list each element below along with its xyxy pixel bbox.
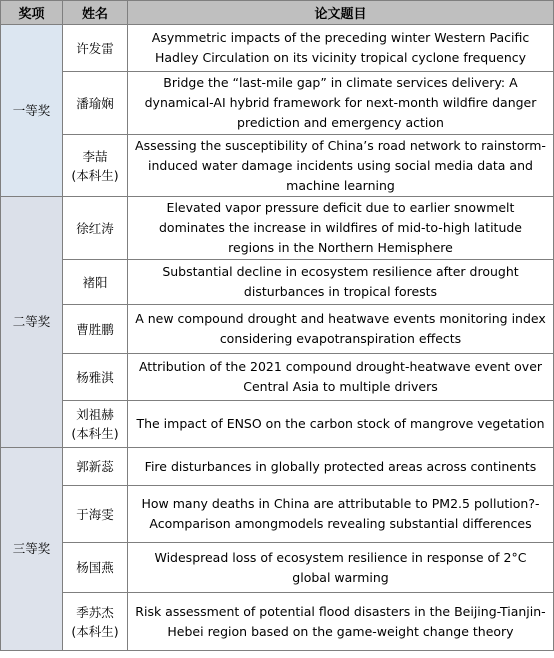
paper-title: Elevated vapor pressure deficit due to earlier snowmelt dominates the increase in wildfires of mid-to-high latitude regions in the Northern Hemisphere [128, 197, 554, 260]
paper-title: Widespread loss of ecosystem resilience in response of 2°C global warming [128, 543, 554, 593]
name-cell [63, 593, 128, 651]
paper-title: Substantial decline in ecosystem resilience after drought disturbances in tropical forests [128, 260, 554, 305]
name-cell [63, 25, 128, 72]
prize-group-first [1, 25, 554, 197]
header-name: 姓名 [63, 1, 128, 25]
table-row [1, 197, 554, 260]
paper-title: Risk assessment of potential flood disasters in the Beijing-Tianjin-Hebei region based on the game-weight change theory [128, 593, 554, 651]
paper-title: Assessing the susceptibility of China’s road network to rainstorm-induced water damage incidents using social media data and machine learning [128, 135, 554, 197]
prize-cell: 二等奖 [1, 197, 63, 448]
author-name: 李喆 [82, 148, 108, 164]
prize-cell: 一等奖 [1, 25, 63, 197]
paper-title: The impact of ENSO on the carbon stock of mangrove vegetation [128, 401, 554, 448]
name-cell [63, 543, 128, 593]
author-note: (本科生) [71, 426, 119, 441]
name-cell [63, 260, 128, 305]
paper-title: Asymmetric impacts of the preceding winter Western Pacific Hadley Circulation on its vicinity tropical cyclone frequency [128, 25, 554, 72]
name-cell [63, 448, 128, 486]
author-note: (本科生) [71, 623, 119, 639]
table-row [1, 72, 554, 135]
name-cell [63, 486, 128, 543]
table-row [1, 135, 554, 197]
table-row [1, 305, 554, 354]
author-name: 季苏杰 [76, 604, 114, 620]
paper-title: Attribution of the 2021 compound drought-heatwave event over Central Asia to multiple drivers [128, 354, 554, 401]
author-name: 郭新蕊 [76, 459, 114, 474]
table-row [1, 354, 554, 401]
name-cell [63, 197, 128, 260]
prize-group-second [1, 197, 554, 448]
table-row [1, 401, 554, 448]
paper-title: How many deaths in China are attributable to PM2.5 pollution?-Acomparison amongmodels revealing substantial differences [128, 486, 554, 543]
table-row [1, 25, 554, 72]
table-row [1, 593, 554, 651]
author-name: 徐红涛 [76, 220, 114, 236]
header-prize: 奖项 [1, 1, 63, 25]
paper-title: Fire disturbances in globally protected areas across continents [128, 448, 554, 486]
name-cell [63, 401, 128, 448]
table-row [1, 543, 554, 593]
name-cell [63, 305, 128, 354]
header-title: 论文题目 [128, 1, 554, 25]
author-name: 褚阳 [82, 274, 108, 290]
author-note: (本科生) [71, 167, 119, 183]
author-name: 许发雷 [76, 40, 114, 56]
table-row [1, 486, 554, 543]
author-name: 刘祖赫 [76, 407, 114, 422]
name-cell [63, 354, 128, 401]
table-row [1, 448, 554, 486]
table-row [1, 260, 554, 305]
paper-title: A new compound drought and heatwave events monitoring index considering evapotranspiration effects [128, 305, 554, 354]
author-name: 杨国燕 [76, 560, 114, 575]
name-cell [63, 135, 128, 197]
header-row [1, 1, 554, 25]
author-name: 于海雯 [76, 506, 114, 522]
author-name: 潘瑜娴 [76, 95, 114, 111]
paper-title: Bridge the “last-mile gap” in climate services delivery: A dynamical-AI hybrid framework for next-month wildfire danger prediction and emergency action [128, 72, 554, 135]
prize-cell: 三等奖 [1, 448, 63, 651]
author-name: 杨雅淇 [76, 369, 114, 385]
author-name: 曹胜鹏 [76, 321, 114, 337]
prize-group-third [1, 448, 554, 651]
name-cell [63, 72, 128, 135]
